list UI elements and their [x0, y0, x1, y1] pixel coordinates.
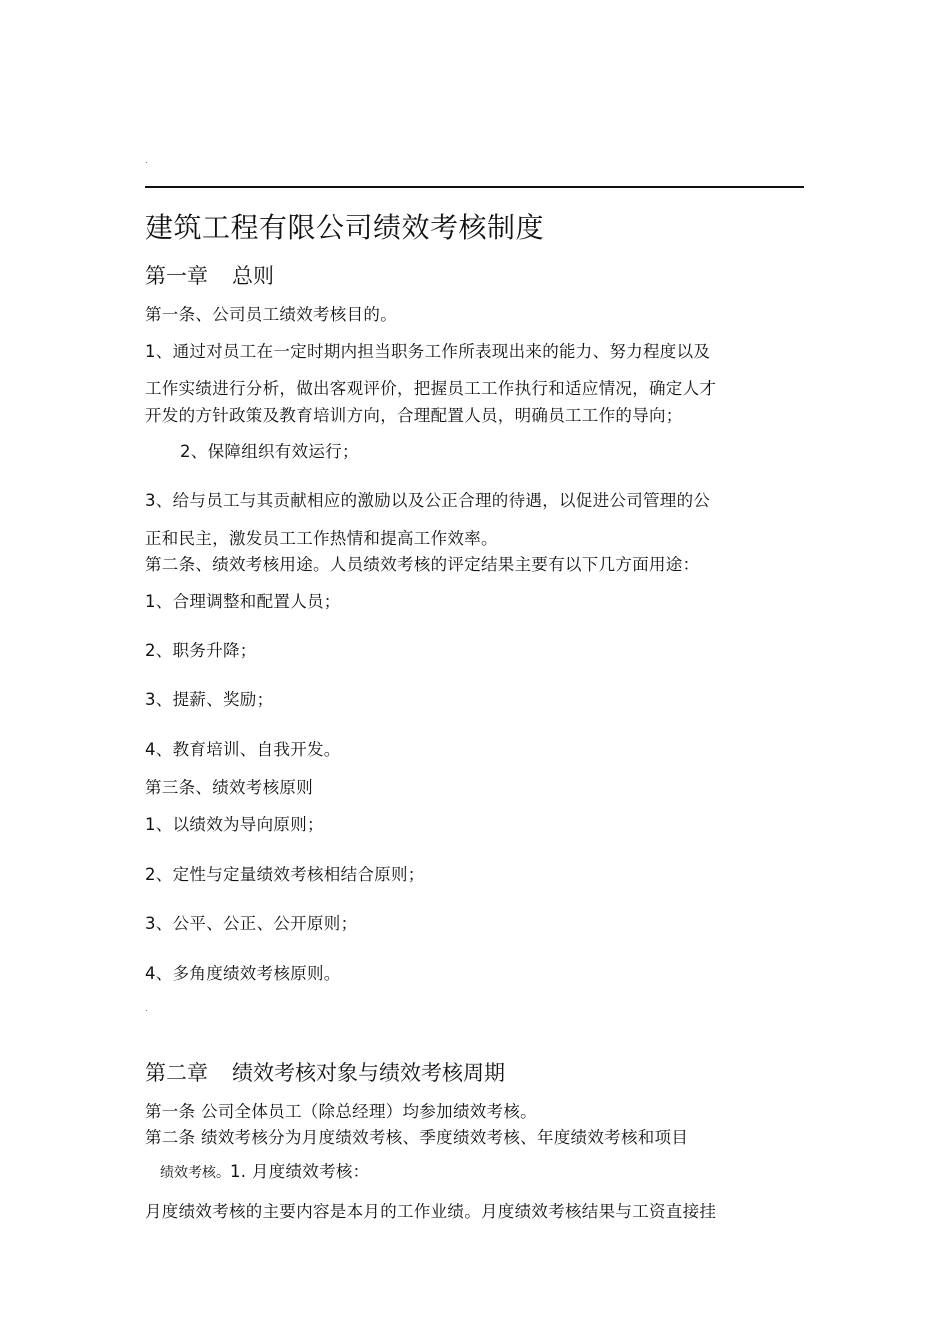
article-1-para-1-line-3: 开发的方针政策及教育培训方向，合理配置人员，明确员工工作的导向； [145, 406, 683, 425]
article-1-para-3-line-1: 3、给与员工与其贡献相应的激励以及公正合理的待遇，以促进公司管理的公 [145, 491, 711, 510]
article-1-para-3-line-2: 正和民主，激发员工工作热情和提高工作效率。 [145, 529, 498, 548]
list-item: 3、公平、公正、公开原则； [145, 914, 358, 933]
chapter-1-heading [145, 260, 274, 290]
chapter-1-name: 总则 [232, 264, 274, 288]
article-3-heading: 第三条、绩效考核原则 [145, 778, 313, 797]
article-1-para-1-line-1: 1、通过对员工在一定时期内担当职务工作所表现出来的能力、努力程度以及 [145, 342, 711, 361]
chapter-2-article-2-continuation [160, 1158, 370, 1182]
document-title: 建筑工程有限公司绩效考核制度 [145, 211, 545, 244]
chapter-2-article-1: 第一条 公司全体员工（除总经理）均参加绩效考核。 [145, 1102, 537, 1121]
article-1-para-2: 2、保障组织有效运行； [180, 442, 359, 461]
article-2-heading: 第二条、绩效考核用途。人员绩效考核的评定结果主要有以下几方面用途： [145, 555, 700, 574]
article-1-heading: 第一条、公司员工绩效考核目的。 [145, 305, 397, 324]
chapter-1-label: 第一章 [145, 264, 208, 288]
section-mark: . [145, 1004, 148, 1013]
monthly-review-heading: 1. 月度绩效考核： [230, 1162, 370, 1181]
header-rule [145, 186, 804, 188]
article-1-para-1-line-2: 工作实绩进行分析，做出客观评价，把握员工工作执行和适应情况，确定人才 [145, 379, 717, 398]
list-item: 3、提薪、奖励； [145, 690, 274, 709]
monthly-review-description: 月度绩效考核的主要内容是本月的工作业绩。月度绩效考核结果与工资直接挂 [145, 1202, 717, 1221]
header-mark: . [145, 156, 148, 165]
list-item: 2、定性与定量绩效考核相结合原则； [145, 865, 425, 884]
chapter-2-article-2: 第二条 绩效考核分为月度绩效考核、季度绩效考核、年度绩效考核和项目 [145, 1128, 689, 1147]
chapter-2-label: 第二章 [145, 1061, 208, 1085]
list-item: 1、以绩效为导向原则； [145, 815, 324, 834]
list-item: 4、教育培训、自我开发。 [145, 740, 341, 759]
chapter-2-heading [145, 1057, 505, 1087]
list-item: 4、多角度绩效考核原则。 [145, 964, 341, 983]
list-item: 1、合理调整和配置人员； [145, 592, 341, 611]
list-item: 2、职务升降； [145, 641, 257, 660]
chapter-2-name: 绩效考核对象与绩效考核周期 [232, 1061, 505, 1085]
article-2-continuation-text: 绩效考核。 [160, 1165, 230, 1181]
